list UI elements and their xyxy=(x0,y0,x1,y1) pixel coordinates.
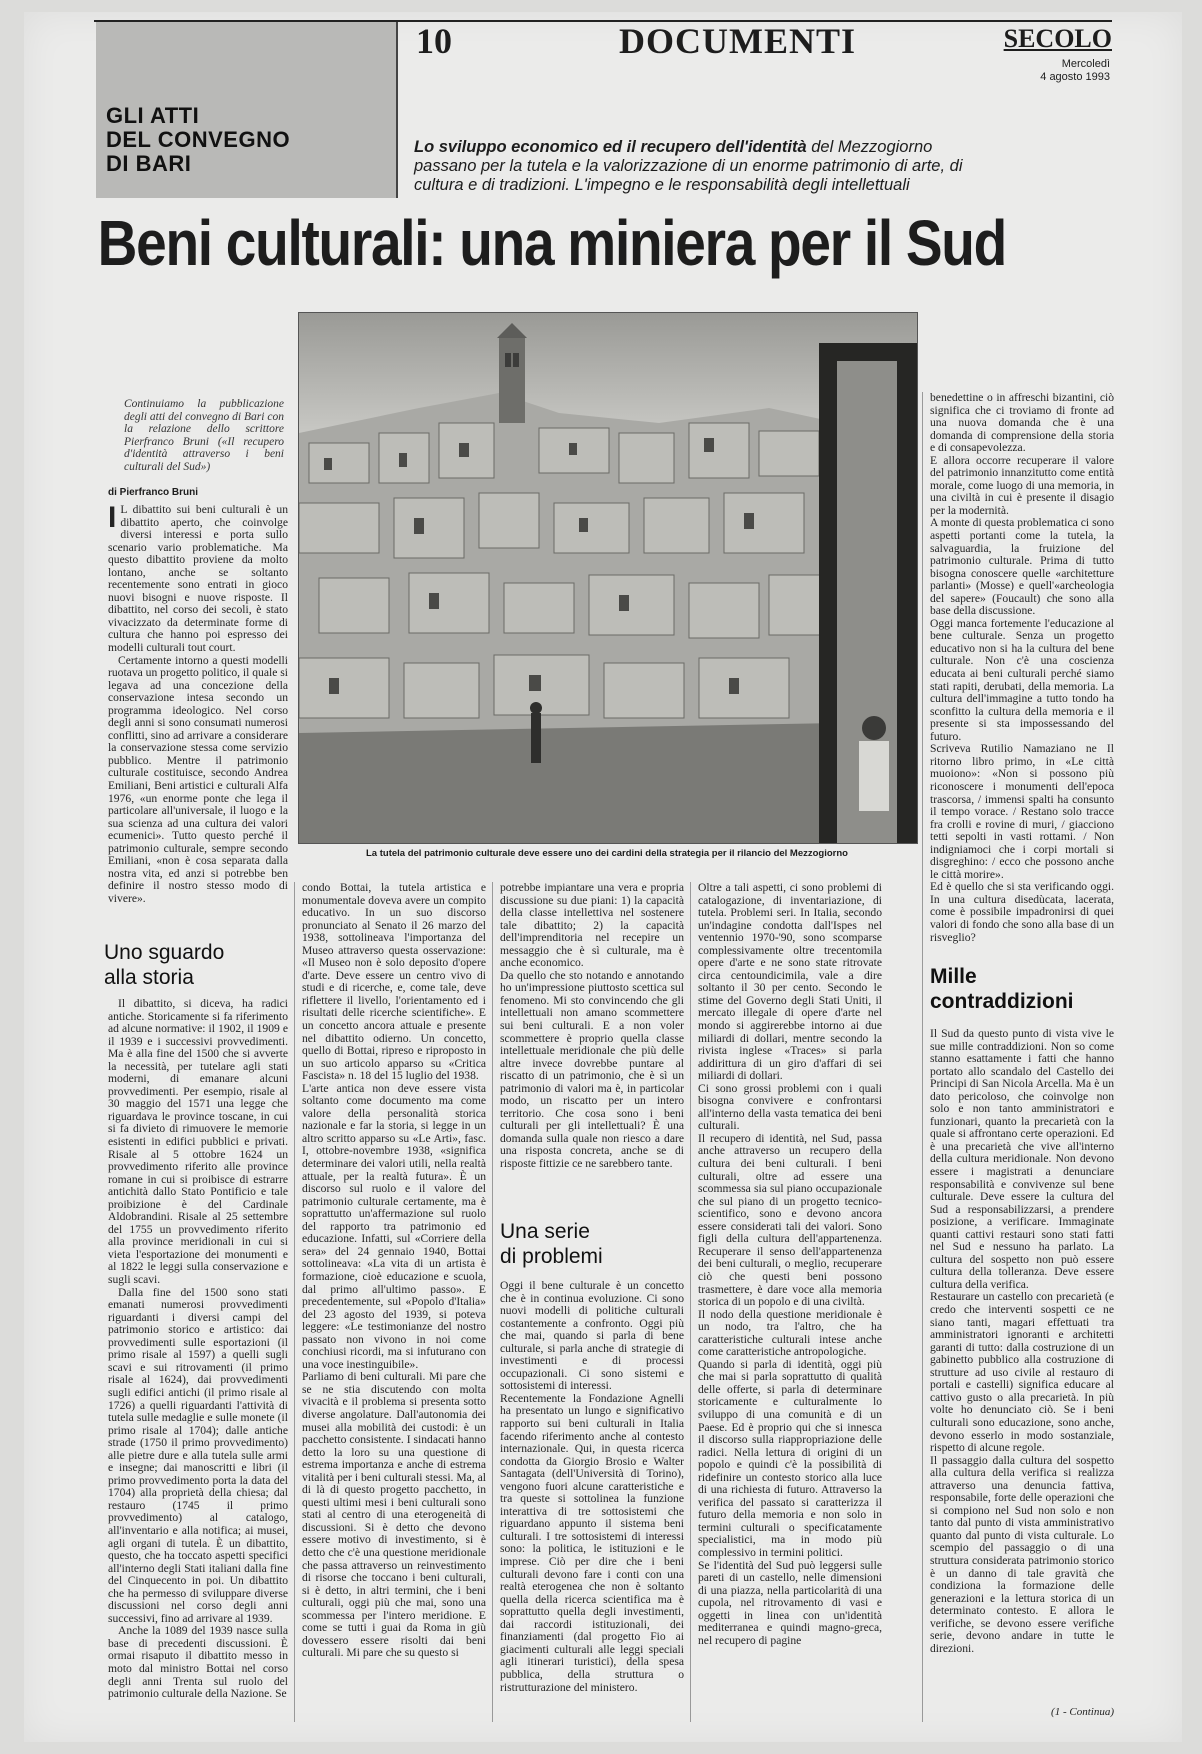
column-2: condo Bottai, la tutela artistica e monumentale doveva avere un compito educativo. In un suo discorso pronunciato al Senato il 26 marzo del 1938, sottolineava l'importanza del Museo attraverso questa osservazione: «Il Museo non è solo deposito d'opere d'arte. Deve essere un centro vivo di studi e di ricerche, e, come tale, deve riflettere il livello, l'orientamento ed i risultati delle ricerche scientifiche». E un concetto ancora attuale e presente nel dibattito odierno. Un concetto, quello di Bottai, ripreso e riproposto in un suo articolo apparso su «Critica Fascista» n. 18 del 15 luglio del 1938. L'arte antica non deve essere vista soltanto come documento ma come valore della personalità storica nazionale e far la storia, si legge in un altro scritto apparso su «Le Arti», fasc. I, ottobre-novembre 1938, «significa determinare dei valori utili, nella realtà attuale, per la realtà futura». È un discorso sul ruolo e il valore del patrimonio culturale certamente, ma è soprattutto un'affermazione sul ruolo del rapporto tra patrimonio ed educazione. Infatti, sul «Corriere della sera» del 24 gennaio 1940, Bottai sottolineava: «La vita di un artista è formazione, cioè educazione e scuola, dal primo all'ultimo passo». E precedentemente, sul «Popolo d'Italia» del 23 agosto del 1939, si poteva leggere: «Le testimonianze del nostro passato non vivono in noi come conchiusi ricordi, ma si infuturano con una voce inestinguibile». Parliamo di beni culturali. Mi pare che se ne stia discutendo con molta vivacità e il problema si presenta sotto diverse angolature. Dall'autonomia dei musei alla mobilità dei custodi: è un pacchetto consistente. I sindacati hanno detto la loro su una questione di estrema importanza e anche di estrema vitalità per i beni culturali stessi. Ma, al di là di questo progetto pacchetto, in questi ultimi mesi i beni culturali sono stati al centro di una eterogeneità di discussioni. Si è detto che devono essere motivo di investimento, si è detto che c'è una questione meridionale che passa attraverso un reinvestimento di risorse che toccano i beni culturali, si è detto, in altri termini, che i beni culturali, oggi più che mai, sono una scommessa per l'intero meridione. E come se tutti i guai da Roma in giù dovessero essere risolti dai beni culturali. Mi pare che su questo si xyxy=(302,882,486,1660)
intro-note: Continuiamo la pubblicazione degli atti del convegno di Bari con la relazione dello scrittore Pierfranco Bruni («Il recupero d'identità attraverso i beni culturali del Sud») xyxy=(124,398,284,473)
drop-cap: I xyxy=(108,504,117,534)
column-divider xyxy=(690,882,691,1722)
column-3-top: potrebbe impiantare una vera e propria discussione su due piani: 1) la capacità della classe intellettiva nel sostenere tale dibattito; 2) la capacità dell'imprenditoria nel recepire un messaggio che è sì culturale, ma è anche economico. Da quello che sto notando e annotando ho un'impressione piuttosto scettica sul fenomeno. Mi sto convincendo che gli intellettuali non amano scommettere sui beni culturali. E a non voler scommettere è proprio quella classe intellettuale meridionale che più delle altre invece dovrebbe puntare al riscatto di un patrimonio, che è sì un patrimonio di valori ma è, in particolar modo, un riscatto per un intero territorio. Che cosa sono i beni culturali per gli intellettuali? È una domanda sulla quale non riesco a dare una risposta concreta, anche se di risposte fittizie ce ne sarebbero tante. xyxy=(500,882,684,1171)
subhead-problemi: Una serie di problemi xyxy=(500,1220,603,1268)
column-4: Oltre a tali aspetti, ci sono problemi di catalogazione, di inventariazione, di tutela. Problemi seri. In Italia, secondo un'indagine condotta dall'Ispes nel ventennio 1970-'90, sono scomparse complessivamente oltre trecentomila opere d'arte e ne sono state ritrovate circa centoundicimila, vale a dire soltanto il 30 per cento. Secondo le stime del Governo degli Stati Uniti, il mercato illegale di opere d'arte nel mondo si aggirerebbe intorno ai due miliardi di dollari, mentre secondo la rivista inglese «Traces» si parla addirittura di un giro d'affari di sei miliardi di dollari. Ci sono grossi problemi con i quali bisogna convivere e confrontarsi all'interno della vasta tematica dei beni culturali. Il recupero di identità, nel Sud, passa anche attraverso un recupero della cultura dei beni culturali. I beni culturali, oltre ad essere una scommessa sia sul piano occupazionale che sul piano di un progetto tecnico-scientifico, sono e devono ancora essere considerati tali dei valori. Sono figli della cultura dell'appartenenza. Recuperare il senso dell'appartenenza dei beni culturali, o meglio, recuperare ciò che questi beni possono trasmettere, è dare voce alla memoria storica di un popolo e di una civiltà. Il nodo della questione meridionale è un nodo, tra l'altro, che ha caratteristiche culturali intese anche come caratteristiche antropologiche. Quando si parla di identità, oggi più che mai si parla soprattutto di qualità delle offerte, si parla di determinare storicamente e culturalmente lo sviluppo di una comunità e di un Paese. Ed è proprio qui che si innesca il discorso sulla riappropriazione delle radici. Nella lettura di origini di un popolo e quindi c'è la possibilità di ridefinire un contesto storico alla luce di una richiesta di futuro. Attraverso la verifica del passato si caratterizza il futuro della memoria e non solo in termini culturali o specificatamente specialistici, ma in modo più complessivo in termini politici. Se l'identità del Sud può leggersi sulle pareti di un castello, nelle dimensioni di una piazza, nella particolarità di una cupola, nel ritrovamento di vasi e oggetti in linea con un'identità mediterranea e quindi magno-greca, nel recupero di pagine xyxy=(698,882,882,1647)
column-3-bottom: Oggi il bene culturale è un concetto che è in continua evoluzione. Ci sono nuovi modelli di politiche culturali costantemente a confronto. Oggi più che mai, quando si parla di bene culturale, si parla anche di strategie di investimenti e di processi occupazionali. Ci sono sistemi e sottosistemi di interessi. Recentemente la Fondazione Agnelli ha presentato un lungo e significativo rapporto sui beni culturali in Italia facendo riferimento anche al contesto internazionale. Qui, in questa ricerca condotta da Giorgio Brosio e Walter Santagata (dell'Università di Torino), vengono fuori alcune caratteristiche e tra queste si sottolinea la funzione interattiva di tre sottosistemi che riguardano appunto il sistema beni culturali. I tre sottosistemi di interessi sono: la politica, le istituzioni e le imprese. Ciò per dire che i beni culturali devono fare i conti con una realtà eterogenea che non è soltanto quella della ricerca scientifica ma è soprattutto quella degli investimenti, dai raccordi istituzionali, dei finanziamenti (dal progetto Fio ai giacimenti culturali alle leggi speciali agli itinerari turistici), della spesa pubblica, della struttura o ristrutturazione del ministero. xyxy=(500,1280,684,1694)
column-divider xyxy=(922,392,923,1722)
photo-illustration xyxy=(299,313,917,843)
subhead-sguardo: Uno sguardo alla storia xyxy=(104,941,225,989)
column-5-bottom: Il Sud da questo punto di vista vive le sue mille contraddizioni. Non so come stanno esattamente i fatti che hanno portato allo scandalo del Castello dei Principi di San Nicola Arcella. Ma è un dato pericoloso, che coinvolge non solo e non tanto amministratori e funzionari, quanto la precarietà con la quale si affrontano certe operazioni. Ed è una precarietà che vive all'interno della cultura meridionale. Non devono essere i magistrati a denunciare responsabilità e convivenze sul bene culturale. Deve essere la cultura del Sud a responsabilizzarsi, a prendere posizione, a verificare. Immaginate quanti cattivi restauri sono stati fatti nel Sud e nessuno ha parlato. La cultura del sospetto non può essere cultura della tolleranza. Deve essere cultura della verifica. Restaurare un castello con precarietà (e credo che interventi sospetti ce ne siano tanti, magari effettuati tra amministratori ignoranti e architetti garanti di tutto: dalla costruzione di un gabinetto pubblico alla costruzione di strutture ad uso civile al restauro di portali e castelli) significa educare al cattivo gusto o alla precarietà. In più volte ho denunciato ciò. Se i beni culturali sono educazione, sono anche, devono esserlo in modo sostanziale, rispetto di alcune regole. Il passaggio dalla cultura del sospetto alla cultura della verifica si realizza attraverso una denuncia fattiva, responsabile, forte delle operazioni che si compiono nel Sud non solo e non tanto dal punto di vista amministrativo quanto dal punto di vista culturale. Lo scempio del passaggio o di una struttura considerata patrimonio storico è un danno di tale gravità che condiziona la formazione delle generazioni e la lettura storica di un determinato contesto. E allora le verifiche, se devono essere verifiche serie, devono andare in tutte le direzioni. xyxy=(930,1028,1114,1655)
column-5-top: benedettine o in affreschi bizantini, ciò significa che ci troviamo di fronte ad una nuova domanda che è una domanda di comprensione della storia e di consapevolezza. E allora occorre recuperare il valore del patrimonio innanzitutto come entità morale, come luogo di una memoria, in una civiltà in cui è presente il disagio per la modernità. A monte di questa problematica ci sono aspetti portanti come la tutela, la salvaguardia, la fruizione del patrimonio culturale. Prima di tutto bisogna conoscere quelle «architetture parlanti» (Mosse) e quell'«archeologia del sapere» (Foucault) che sono alla base della discussione. Oggi manca fortemente l'educazione al bene culturale. Senza un progetto educativo non si ha la cultura del bene culturale. Non c'è una coscienza educata ai beni culturali perché siamo stati rapiti, derubati, della memoria. La cultura dell'immagine a tutto tondo ha sconfitto la cultura della memoria e il presente si sta impossessando del futuro. Scriveva Rutilio Namaziano ne Il ritorno libro primo, in «Le città muoiono»: «Non si possono più riconoscere i monumenti dell'epoca trascorsa, / immensi spalti ha consunto il tempo vorace. / Restano solo tracce fra crolli e rovine di muri, / giacciono tetti sepolti in vasti rottami. / Non indigniamoci che i corpi mortali si disgreghino: / ecco che possono anche le città morire». Ed è quello che si sta verificando oggi. In una cultura disedùcata, lacerata, come è possibile impadronirsi di quei valori di fondo che sono alla base di un risveglio? xyxy=(930,392,1114,944)
standfirst-lead: Lo sviluppo economico ed il recupero dell'identità xyxy=(414,138,807,156)
subhead-contraddizioni: Mille contraddizioni xyxy=(930,965,1074,1013)
issue-date: Mercoledì 4 agosto 1993 xyxy=(1040,58,1110,83)
standfirst xyxy=(414,138,974,195)
byline: di Pierfranco Bruni xyxy=(108,487,199,498)
masthead: SECOLO xyxy=(1003,24,1112,53)
column-divider xyxy=(294,882,295,1722)
column-divider xyxy=(492,882,493,1722)
paragraph: Certamente intorno a questi modelli ruotava un progetto politico, il quale si legava ad una concezione della conservazione intesa secondo un programma ideologico. Nel corso degli anni si sono consumati numerosi conflitti, sino ad arrivare a considerare la conservazione stessa come servizio pubblico. Mentre il patrimonio culturale costituisce, secondo Andrea Emiliani, Beni artistici e culturali Alfa 1976, «un enorme ponte che lega il particolare all'universale, il luogo e la sua scienza ad una cultura dei valori ecumenici». Tutto questo perché il patrimonio culturale, sempre secondo Emiliani, «non è cosa separata dalla nostra vita, ed anzi si potrebbe ben definire il nostro stesso modo di vivere». xyxy=(108,653,288,905)
column-1-top xyxy=(108,504,288,929)
paragraph-opening xyxy=(108,504,288,655)
photo-caption: La tutela del patrimonio culturale deve essere uno dei cardini della strategia per il rilancio del Mezzogiorno xyxy=(366,848,848,859)
continued-note: (1 - Continua) xyxy=(1051,1706,1114,1718)
paragraph-opening-text: L dibattito sui beni culturali è un dibattito aperto, che coinvolge diversi interessi e porta sullo scenario vario problematiche. Ma questo dibattito proviene da molto lontano, anche se soltanto recentemente sono entrati in gioco nuovi bisogni e nuove risposte. Il dibattito, nel corso dei secoli, è stato vivacizzato da determinate forme di cultura che hanno poi espresso dei modelli culturali tout court. xyxy=(108,504,288,655)
newspaper-page xyxy=(24,12,1182,1742)
photo-matera xyxy=(298,312,918,844)
standfirst-rest: del Mezzogiorno passano per la tutela e la valorizzazione di un enorme patrimonio di arte, di cultura e di tradizioni. L'impegno e le responsabilità degli intellettuali xyxy=(414,138,963,194)
headline: Beni culturali: una miniera per il Sud xyxy=(97,207,1006,279)
page-number: 10 xyxy=(416,21,452,61)
paragraph: Il dibattito, si diceva, ha radici antiche. Storicamente si fa riferimento ad alcune normative: il 1902, il 1909 e il 1939 e i successivi provvedimenti. Ma è alla fine del 1500 che si avverte la necessità, per tutelare agli stati moderni, di emanare alcuni provvedimenti. Per esempio, risale al 30 maggio del 1571 una legge che riguardava le province toscane, in cui si fa divieto di rimuovere le memorie esistenti in edifici pubblici e privati. Risale al 5 ottobre 1624 un provvedimento riferito alle province romane in cui si proibisce di estrarre antichità dallo Stato Pontificio e tale proibizione è del Cardinale Aldobrandini. Risale al 25 settembre del 1755 un provvedimento riferito alla province meridionali in cui si vieta l'esportazione dei monumenti e al 1822 le leggi sulla conservazione e sugli scavi. xyxy=(108,998,288,1287)
paragraph: Dalla fine del 1500 sono stati emanati numerosi provvedimenti riguardanti i diversi campi del patrimonio storico e artistico: dai provvedimenti sulle esportazioni (il primo risale al 1597) a quelli sugli scavi e sui ritrovamenti (il primo risale al 1624), dai provvedimenti sugli edifici antichi (il primo risale al 1726) a quelli riguardanti l'attività di tutela sulle medaglie e sulle monete (il primo risale al 1704); dalle antiche strade (1750 il primo provvedimento) alle pietre dure e alla tutela sulle armi e insegne; dai manoscritti e libri (il primo provvedimento porta la data del 1704) alla proprietà della chiesa; dal restauro (1745 il primo provvedimento) al catalogo, all'inventario e alla notifica; ai musei, agli organi di tutela. È un dibattito, questo, che ha toccato aspetti specifici all'interno degli Stati italiani dalla fine del Cinquecento in poi. Un dibattito che ha permesso di sviluppare diverse discussioni nel corso degli anni successivi, fino ad arrivare al 1939. xyxy=(108,1285,288,1625)
kicker: GLI ATTI DEL CONVEGNO DI BARI xyxy=(106,103,291,176)
paragraph: Anche la 1089 del 1939 nasce sulla base di precedenti discussioni. È ormai risaputo il dibattito messo in moto dal ministro Bottai nel corso degli anni Trenta sul ruolo del patrimonio culturale della Nazione. Se xyxy=(108,1624,288,1701)
section-title: DOCUMENTI xyxy=(619,21,857,61)
column-1-bottom xyxy=(108,998,288,1718)
